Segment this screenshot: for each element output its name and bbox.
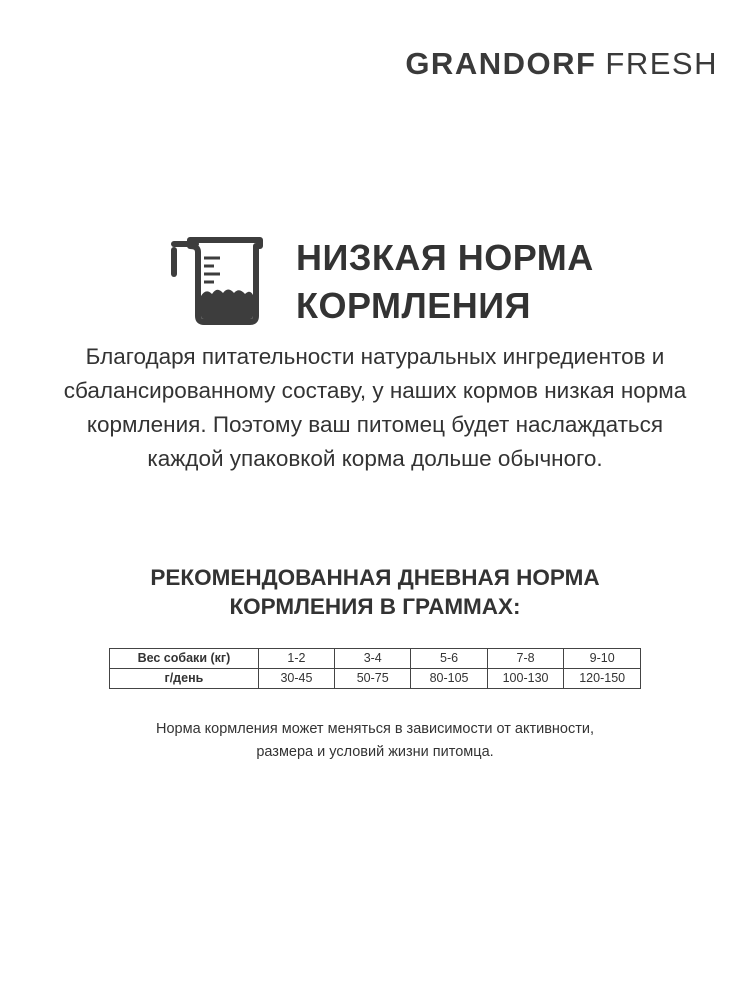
- table-row: [110, 669, 641, 689]
- table-cell: 120-150: [564, 669, 641, 689]
- table-cell: 3-4: [335, 649, 411, 669]
- intro-paragraph: [40, 340, 710, 476]
- table-cell: 30-45: [258, 669, 334, 689]
- recommendation-title-line1: РЕКОМЕНДОВАННАЯ ДНЕВНАЯ НОРМА: [150, 565, 600, 590]
- intro-line-1: Благодаря питательности натуральных ингредиентов и: [85, 344, 665, 369]
- footnote-line-2: размера и условий жизни питомца.: [256, 744, 494, 760]
- footnote: [40, 718, 710, 764]
- footnote-line-1: Норма кормления может меняться в зависимости от активности,: [156, 721, 594, 737]
- row-header-grams: г/день: [110, 669, 259, 689]
- row-header-weight: Вес собаки (кг): [110, 649, 259, 669]
- feature-title-line1: НИЗКАЯ НОРМА: [296, 237, 594, 278]
- table-cell: 1-2: [258, 649, 334, 669]
- feature-title-line2: КОРМЛЕНИЯ: [296, 285, 532, 326]
- recommendation-title-line2: КОРМЛЕНИЯ В ГРАММАХ:: [229, 594, 521, 619]
- intro-line-3: кормления. Поэтому ваш питомец будет наслаждаться: [86, 412, 664, 437]
- brand-logo: [405, 46, 718, 82]
- table-cell: 5-6: [411, 649, 487, 669]
- table-cell: 9-10: [564, 649, 641, 669]
- table-row: [110, 649, 641, 669]
- table-cell: 80-105: [411, 669, 487, 689]
- brand-name-bold: GRANDORF: [405, 46, 597, 81]
- table-cell: 7-8: [487, 649, 564, 669]
- table-cell: 100-130: [487, 669, 564, 689]
- feeding-norm-table: [109, 648, 641, 689]
- brand-name-light: FRESH: [605, 46, 718, 81]
- intro-line-2: сбалансированному составу, у наших кормов низкая норма: [63, 378, 687, 403]
- feature-title: [296, 234, 594, 330]
- table-cell: 50-75: [335, 669, 411, 689]
- intro-line-4: каждой упаковкой корма дольше обычного.: [147, 446, 603, 471]
- measuring-cup-icon: [160, 232, 270, 332]
- feature-block: [160, 232, 680, 328]
- recommendation-title: [40, 563, 710, 621]
